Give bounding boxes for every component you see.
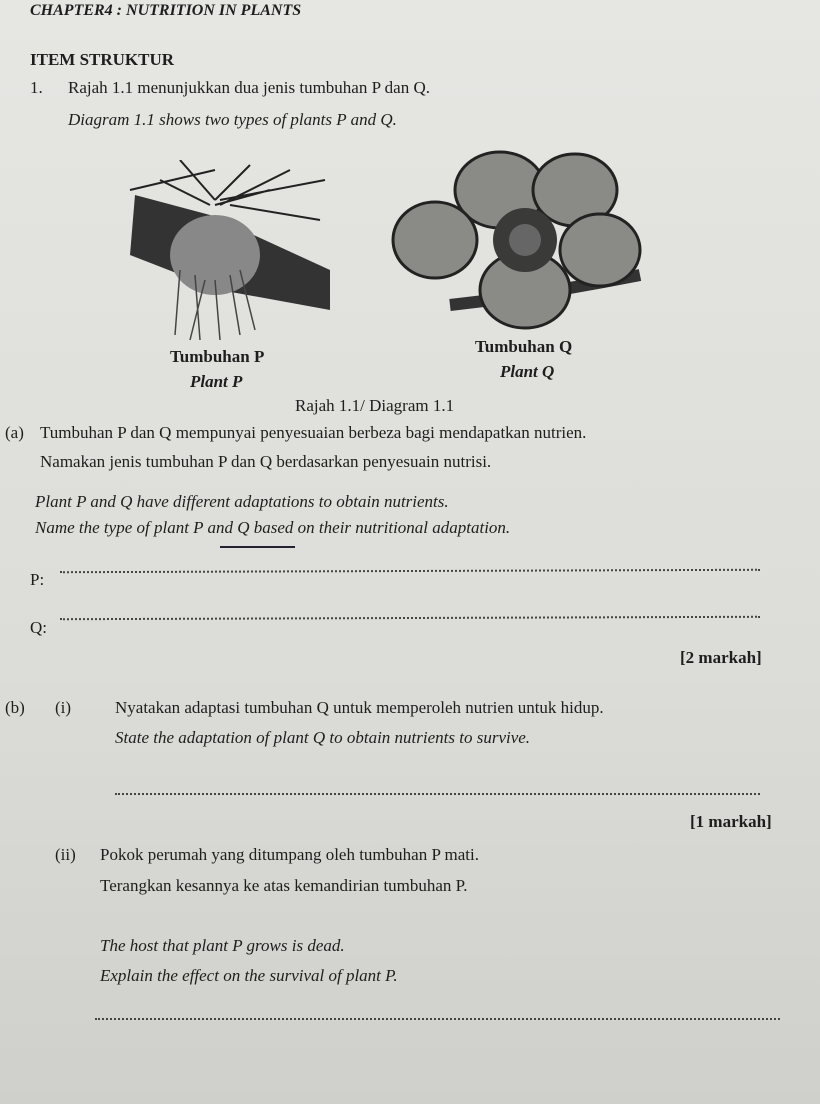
part-b-ii-line2-en: Explain the effect on the survival of plant P. <box>100 966 398 985</box>
answer-q-line[interactable] <box>60 616 760 620</box>
section-title: ITEM STRUKTUR <box>30 50 175 69</box>
diagram-caption: Rajah 1.1/ Diagram 1.1 <box>295 396 455 415</box>
part-a-line1-ms: Tumbuhan P dan Q mempunyai penyesuaian berbeza bagi mendapatkan nutrien. <box>40 423 587 442</box>
chapter-title: CHAPTER4 : NUTRITION IN PLANTS <box>30 2 302 19</box>
question-number: 1. <box>30 78 43 97</box>
part-a-label: (a) <box>5 423 24 442</box>
answer-b-i-line[interactable] <box>115 793 760 795</box>
answer-b-ii-line[interactable] <box>95 1018 780 1020</box>
plant-q-illustration <box>390 145 645 335</box>
plant-p-label-en: Plant P <box>190 372 243 391</box>
intro-en: Diagram 1.1 shows two types of plants P and Q. <box>68 110 397 129</box>
plant-p-label-ms: Tumbuhan P <box>170 347 265 366</box>
handwritten-underline <box>220 546 295 548</box>
part-b-ii-line1-en: The host that plant P grows is dead. <box>100 936 345 955</box>
part-b-ii-label: (ii) <box>55 845 76 864</box>
part-a-line2-ms: Namakan jenis tumbuhan P dan Q berdasarkan penyesuain nutrisi. <box>40 452 492 471</box>
part-b-i-text-ms: Nyatakan adaptasi tumbuhan Q untuk memperoleh nutrien untuk hidup. <box>115 698 604 717</box>
answer-q-label: Q: <box>30 618 47 637</box>
part-b-label: (b) <box>5 698 25 717</box>
part-b-i-text-en: State the adaptation of plant Q to obtain nutrients to survive. <box>115 728 531 747</box>
part-a-line1-en: Plant P and Q have different adaptations to obtain nutrients. <box>35 492 449 511</box>
plant-q-label-en: Plant Q <box>500 362 555 381</box>
part-b-i-marks: [1 markah] <box>690 812 772 831</box>
part-b-ii-line2-ms: Terangkan kesannya ke atas kemandirian tumbuhan P. <box>100 876 468 895</box>
part-b-ii-line1-ms: Pokok perumah yang ditumpang oleh tumbuhan P mati. <box>100 845 479 864</box>
plant-p-illustration <box>120 160 340 345</box>
answer-p-line[interactable] <box>60 569 760 573</box>
part-a-marks: [2 markah] <box>680 648 762 667</box>
part-b-i-label: (i) <box>55 698 72 717</box>
answer-p-label: P: <box>30 570 45 589</box>
part-a-line2-en: Name the type of plant P and Q based on their nutritional adaptation. <box>35 518 511 537</box>
intro-ms: Rajah 1.1 menunjukkan dua jenis tumbuhan P dan Q. <box>68 78 430 97</box>
plant-q-label-ms: Tumbuhan Q <box>475 337 573 356</box>
